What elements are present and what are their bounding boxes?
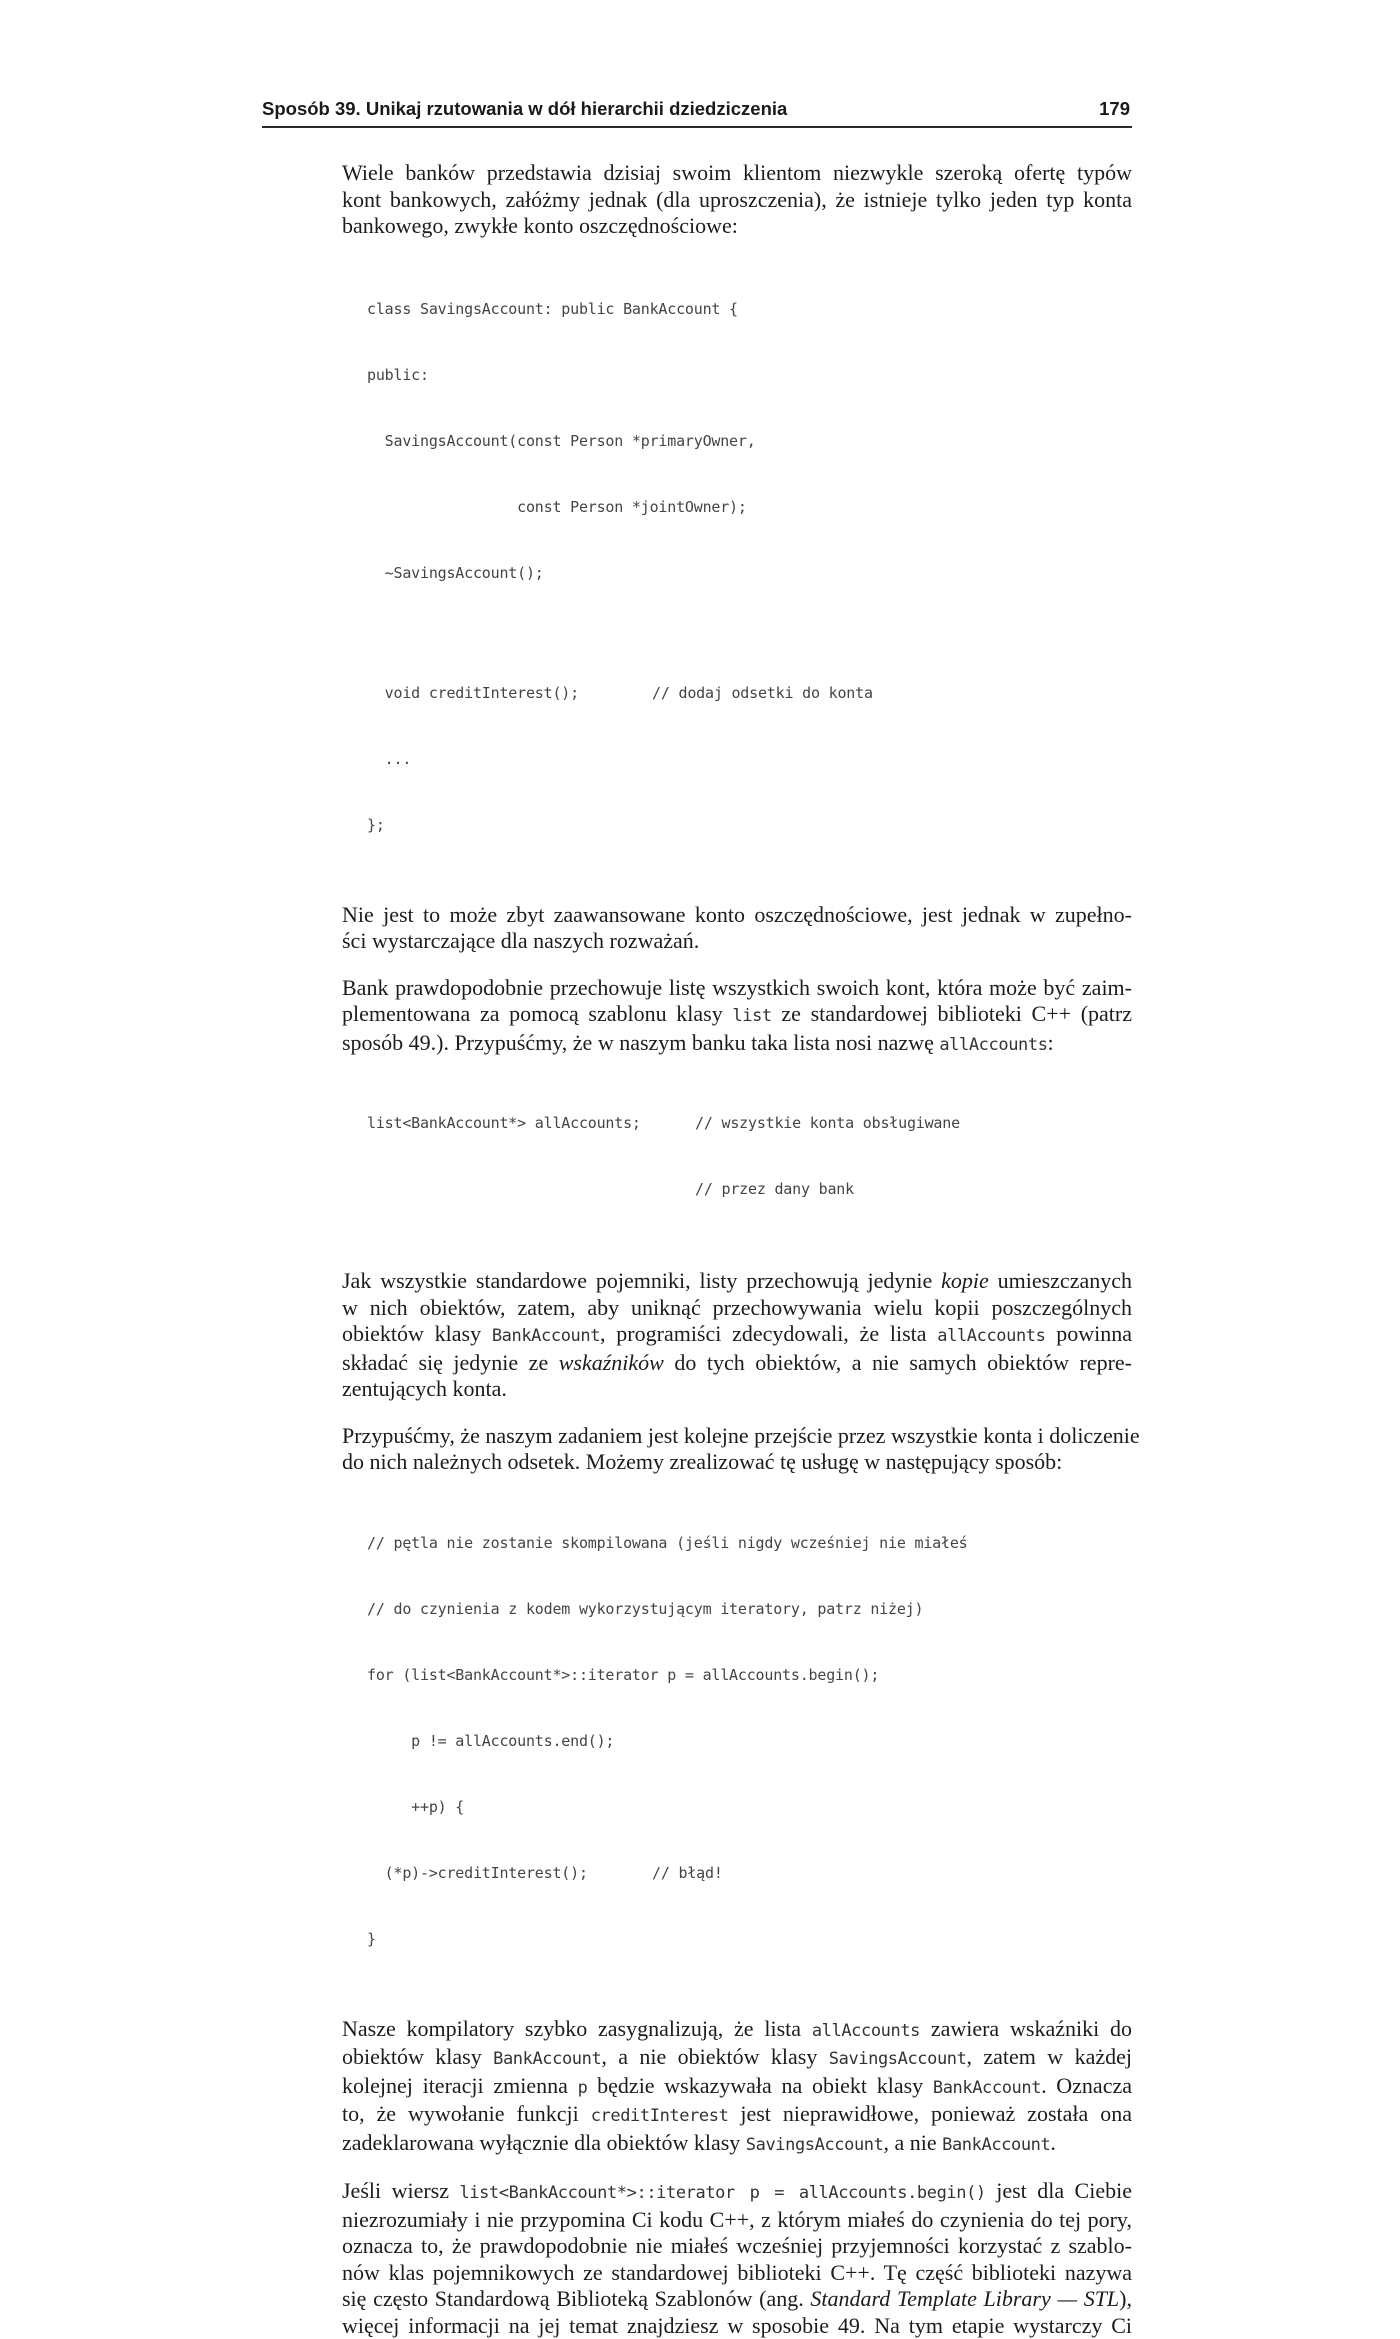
code-text: list<BankAccount*> allAccounts;	[367, 1114, 641, 1132]
paragraph-3	[342, 975, 1132, 1059]
text-line: bankowego, zwykłe konto oszczędnościowe:	[342, 213, 1132, 240]
paragraph-5	[342, 1423, 1132, 1476]
code-block-all-accounts	[342, 1068, 1132, 1244]
text-line: oznacza to, że prawdopodobnie nie miałeś wcześniej przyjemności korzystać z szablo-	[342, 2233, 1132, 2260]
code-line	[367, 1862, 1132, 1884]
text-line: Wiele banków przedstawia dzisiaj swoim klientom niezwykle szeroką ofertę typów	[342, 160, 1132, 187]
text-line: się często Standardową Biblioteką Szablonów (ang. Standard Template Library — STL),	[342, 2286, 1132, 2313]
text-line: plementowana za pomocą szablonu klasy list ze standardowej biblioteki C++ (patrz	[342, 1001, 1132, 1030]
text-line: sposób 49.). Przypuśćmy, że w naszym banku taka lista nosi nazwę allAccounts:	[342, 1030, 1132, 1059]
text-line: zentujących konta.	[342, 1376, 1132, 1403]
text-line: Bank prawdopodobnie przechowuje listę wszystkich swoich kont, która może być zaim-	[342, 975, 1132, 1002]
code-line	[367, 682, 1132, 704]
text-line: obiektów klasy BankAccount, a nie obiektów klasy SavingsAccount, zatem w każdej	[342, 2044, 1132, 2073]
text-line: obiektów klasy BankAccount, programiści zdecydowali, że lista allAccounts powinna	[342, 1321, 1132, 1350]
chapter-title: Sposób 39. Unikaj rzutowania w dół hierarchii dziedziczenia	[262, 98, 787, 120]
inline-code: list	[732, 1006, 771, 1026]
code-line	[367, 1178, 1132, 1200]
inline-code: allAccounts	[937, 1326, 1045, 1346]
code-line: const Person *jointOwner);	[367, 496, 1132, 518]
text-line: Przypuśćmy, że naszym zadaniem jest kolejne przejście przez wszystkie konta i doliczenie	[342, 1423, 1132, 1450]
code-comment: // wszystkie konta obsługiwane	[695, 1112, 960, 1134]
code-text: void creditInterest();	[367, 684, 579, 702]
code-line: p != allAccounts.end();	[367, 1730, 1132, 1752]
inline-code: BankAccount	[492, 1326, 600, 1346]
code-comment: // przez dany bank	[695, 1178, 854, 1200]
paragraph-6	[342, 2016, 1132, 2159]
page-body	[342, 160, 1132, 2339]
code-block-savings-account	[342, 254, 1132, 880]
code-line	[367, 1112, 1132, 1134]
text-line: Jeśli wiersz list<BankAccount*>::iterator p = allAccounts.begin() jest dla Ciebie	[342, 2178, 1132, 2207]
inline-code: allAccounts	[812, 2021, 920, 2041]
code-comment: // błąd!	[652, 1862, 723, 1884]
text-line: ści wystarczające dla naszych rozważań.	[342, 928, 1132, 955]
paragraph-7	[342, 2178, 1132, 2339]
code-line: SavingsAccount(const Person *primaryOwner,	[367, 430, 1132, 452]
code-line: // do czynienia z kodem wykorzystującym iteratory, patrz niżej)	[367, 1598, 1132, 1620]
inline-code: BankAccount	[942, 2135, 1050, 2155]
running-header	[262, 96, 1132, 128]
paragraph-2	[342, 902, 1132, 955]
inline-code: p	[578, 2078, 588, 2098]
text-line: więcej informacji na jej temat znajdziesz w sposobie 49. Na tym etapie wystarczy Ci	[342, 2313, 1132, 2339]
text-line: Nie jest to może zbyt zaawansowane konto oszczędnościowe, jest jednak w zupełno-	[342, 902, 1132, 929]
code-line: class SavingsAccount: public BankAccount {	[367, 298, 1132, 320]
text-line: do nich należnych odsetek. Możemy zrealizować tę usługę w następujący sposób:	[342, 1449, 1132, 1476]
code-line: ++p) {	[367, 1796, 1132, 1818]
code-line: public:	[367, 364, 1132, 386]
inline-code: list<BankAccount*>::iterator p = allAccounts.begin()	[459, 2183, 985, 2203]
text-line: zadeklarowana wyłącznie dla obiektów klasy SavingsAccount, a nie BankAccount.	[342, 2130, 1132, 2159]
inline-code: allAccounts	[939, 1035, 1047, 1055]
text-line: nów klas pojemnikowych ze standardowej biblioteki C++. Tę część biblioteki nazywa	[342, 2260, 1132, 2287]
inline-code: creditInterest	[591, 2106, 729, 2126]
inline-code: BankAccount	[933, 2078, 1041, 2098]
text-line: Jak wszystkie standardowe pojemniki, listy przechowują jedynie kopie umieszczanych	[342, 1268, 1132, 1295]
code-comment: // dodaj odsetki do konta	[652, 682, 873, 704]
text-line: kont bankowych, załóżmy jednak (dla uproszczenia), że istnieje tylko jeden typ konta	[342, 187, 1132, 214]
code-text: (*p)->creditInterest();	[367, 1864, 588, 1882]
inline-code: BankAccount	[493, 2049, 601, 2069]
inline-code: SavingsAccount	[829, 2049, 967, 2069]
code-line: // pętla nie zostanie skompilowana (jeśli nigdy wcześniej nie miałeś	[367, 1532, 1132, 1554]
text-line: Nasze kompilatory szybko zasygnalizują, że lista allAccounts zawiera wskaźniki do	[342, 2016, 1132, 2045]
text-line: to, że wywołanie funkcji creditInterest jest nieprawidłowe, ponieważ została ona	[342, 2101, 1132, 2130]
code-line: for (list<BankAccount*>::iterator p = allAccounts.begin();	[367, 1664, 1132, 1686]
text-line: niezrozumiały i nie przypomina Ci kodu C++, z którym miałeś do czynienia do tej pory,	[342, 2207, 1132, 2234]
code-line: }	[367, 1928, 1132, 1950]
code-line: };	[367, 814, 1132, 836]
text-line: w nich obiektów, zatem, aby uniknąć przechowywania wielu kopii poszczególnych	[342, 1295, 1132, 1322]
text-line: kolejnej iteracji zmienna p będzie wskazywała na obiekt klasy BankAccount. Oznacza	[342, 2073, 1132, 2102]
code-line: ...	[367, 748, 1132, 770]
code-line: ~SavingsAccount();	[367, 562, 1132, 584]
text-line: składać się jedynie ze wskaźników do tych obiektów, a nie samych obiektów repre-	[342, 1350, 1132, 1377]
code-block-loop	[342, 1488, 1132, 1994]
inline-code: SavingsAccount	[746, 2135, 884, 2155]
paragraph-1	[342, 160, 1132, 240]
paragraph-4	[342, 1268, 1132, 1403]
page-number: 179	[1099, 98, 1130, 120]
